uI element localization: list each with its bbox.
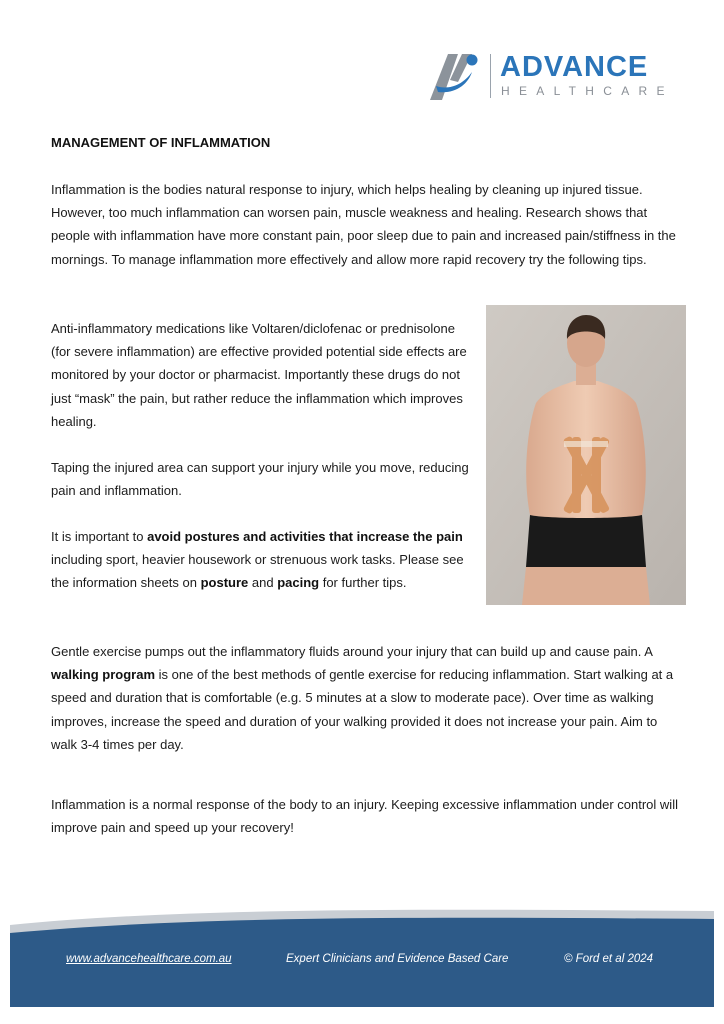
avoid-text-1: It is important to xyxy=(51,529,148,544)
pacing-bold: pacing xyxy=(277,575,320,591)
footer-tagline: Expert Clinicians and Evidence Based Care xyxy=(286,953,509,965)
avoid-text-4: for further tips. xyxy=(319,575,407,591)
avoid-bold-phrase: avoid postures and activities that increase the pain xyxy=(147,529,463,544)
footer-website-link[interactable]: www.advancehealthcare.com.au xyxy=(66,953,232,965)
footer-copyright: © Ford et al 2024 xyxy=(564,953,654,965)
avoid-text-2: including sport, heavier housework or strenuous work tasks. Please see the information sheets on xyxy=(51,552,464,591)
avoid-text-3: and xyxy=(248,575,278,591)
exercise-text-1: Gentle exercise pumps out the inflammatory fluids around your injury that can build up and cause pain. A xyxy=(51,644,653,659)
logo-wordmark: ADVANCE xyxy=(500,51,649,83)
exercise-text-2: is one of the best methods of gentle exercise for reducing inflammation. Start walking at a speed and duration that is comfortable (e.g. 5 minutes at a slow to moderate pace). Over time as walking improves, increase the speed and duration of your walking provided it does not increase your pain. Aim to walk 3-4 times per day. xyxy=(51,667,674,752)
closing-paragraph: Inflammation is a normal response of the body to an injury. Keeping excessive inflammation under control will improve pain and speed up your recovery! xyxy=(51,797,678,836)
page-title: MANAGEMENT OF INFLAMMATION xyxy=(51,135,271,150)
posture-bold: posture xyxy=(200,575,249,591)
taping-paragraph: Taping the injured area can support your injury while you move, reducing pain and inflammation. xyxy=(51,460,469,499)
intro-paragraph: Inflammation is the bodies natural response to injury, which helps healing by cleaning up injured tissue. However, too much inflammation can worsen pain, muscle weakness and healing. Research shows that people with inflammation have more constant pain, poor sleep due to pain and increased pain/stiffness in the mornings. To manage inflammation more effectively and allow more rapid recovery try the following tips. xyxy=(51,182,676,267)
exercise-paragraph xyxy=(51,640,679,756)
logo-divider xyxy=(490,54,491,98)
advance-healthcare-logo xyxy=(428,50,674,104)
logo-subtitle: HEALTHCARE xyxy=(501,84,674,98)
walking-program-bold: walking program xyxy=(51,667,156,683)
avoid-paragraph xyxy=(51,525,471,595)
logo-mark-icon xyxy=(428,50,480,102)
footer xyxy=(10,905,714,1007)
back-taping-photo xyxy=(486,305,686,605)
medications-paragraph: Anti-inflammatory medications like Voltaren/diclofenac or prednisolone (for severe inflammation) are effective provided potential side effects are monitored by your doctor or pharmacist. Importantly these drugs do not just “mask” the pain, but rather reduce the inflammation which improves healing. xyxy=(51,321,467,429)
